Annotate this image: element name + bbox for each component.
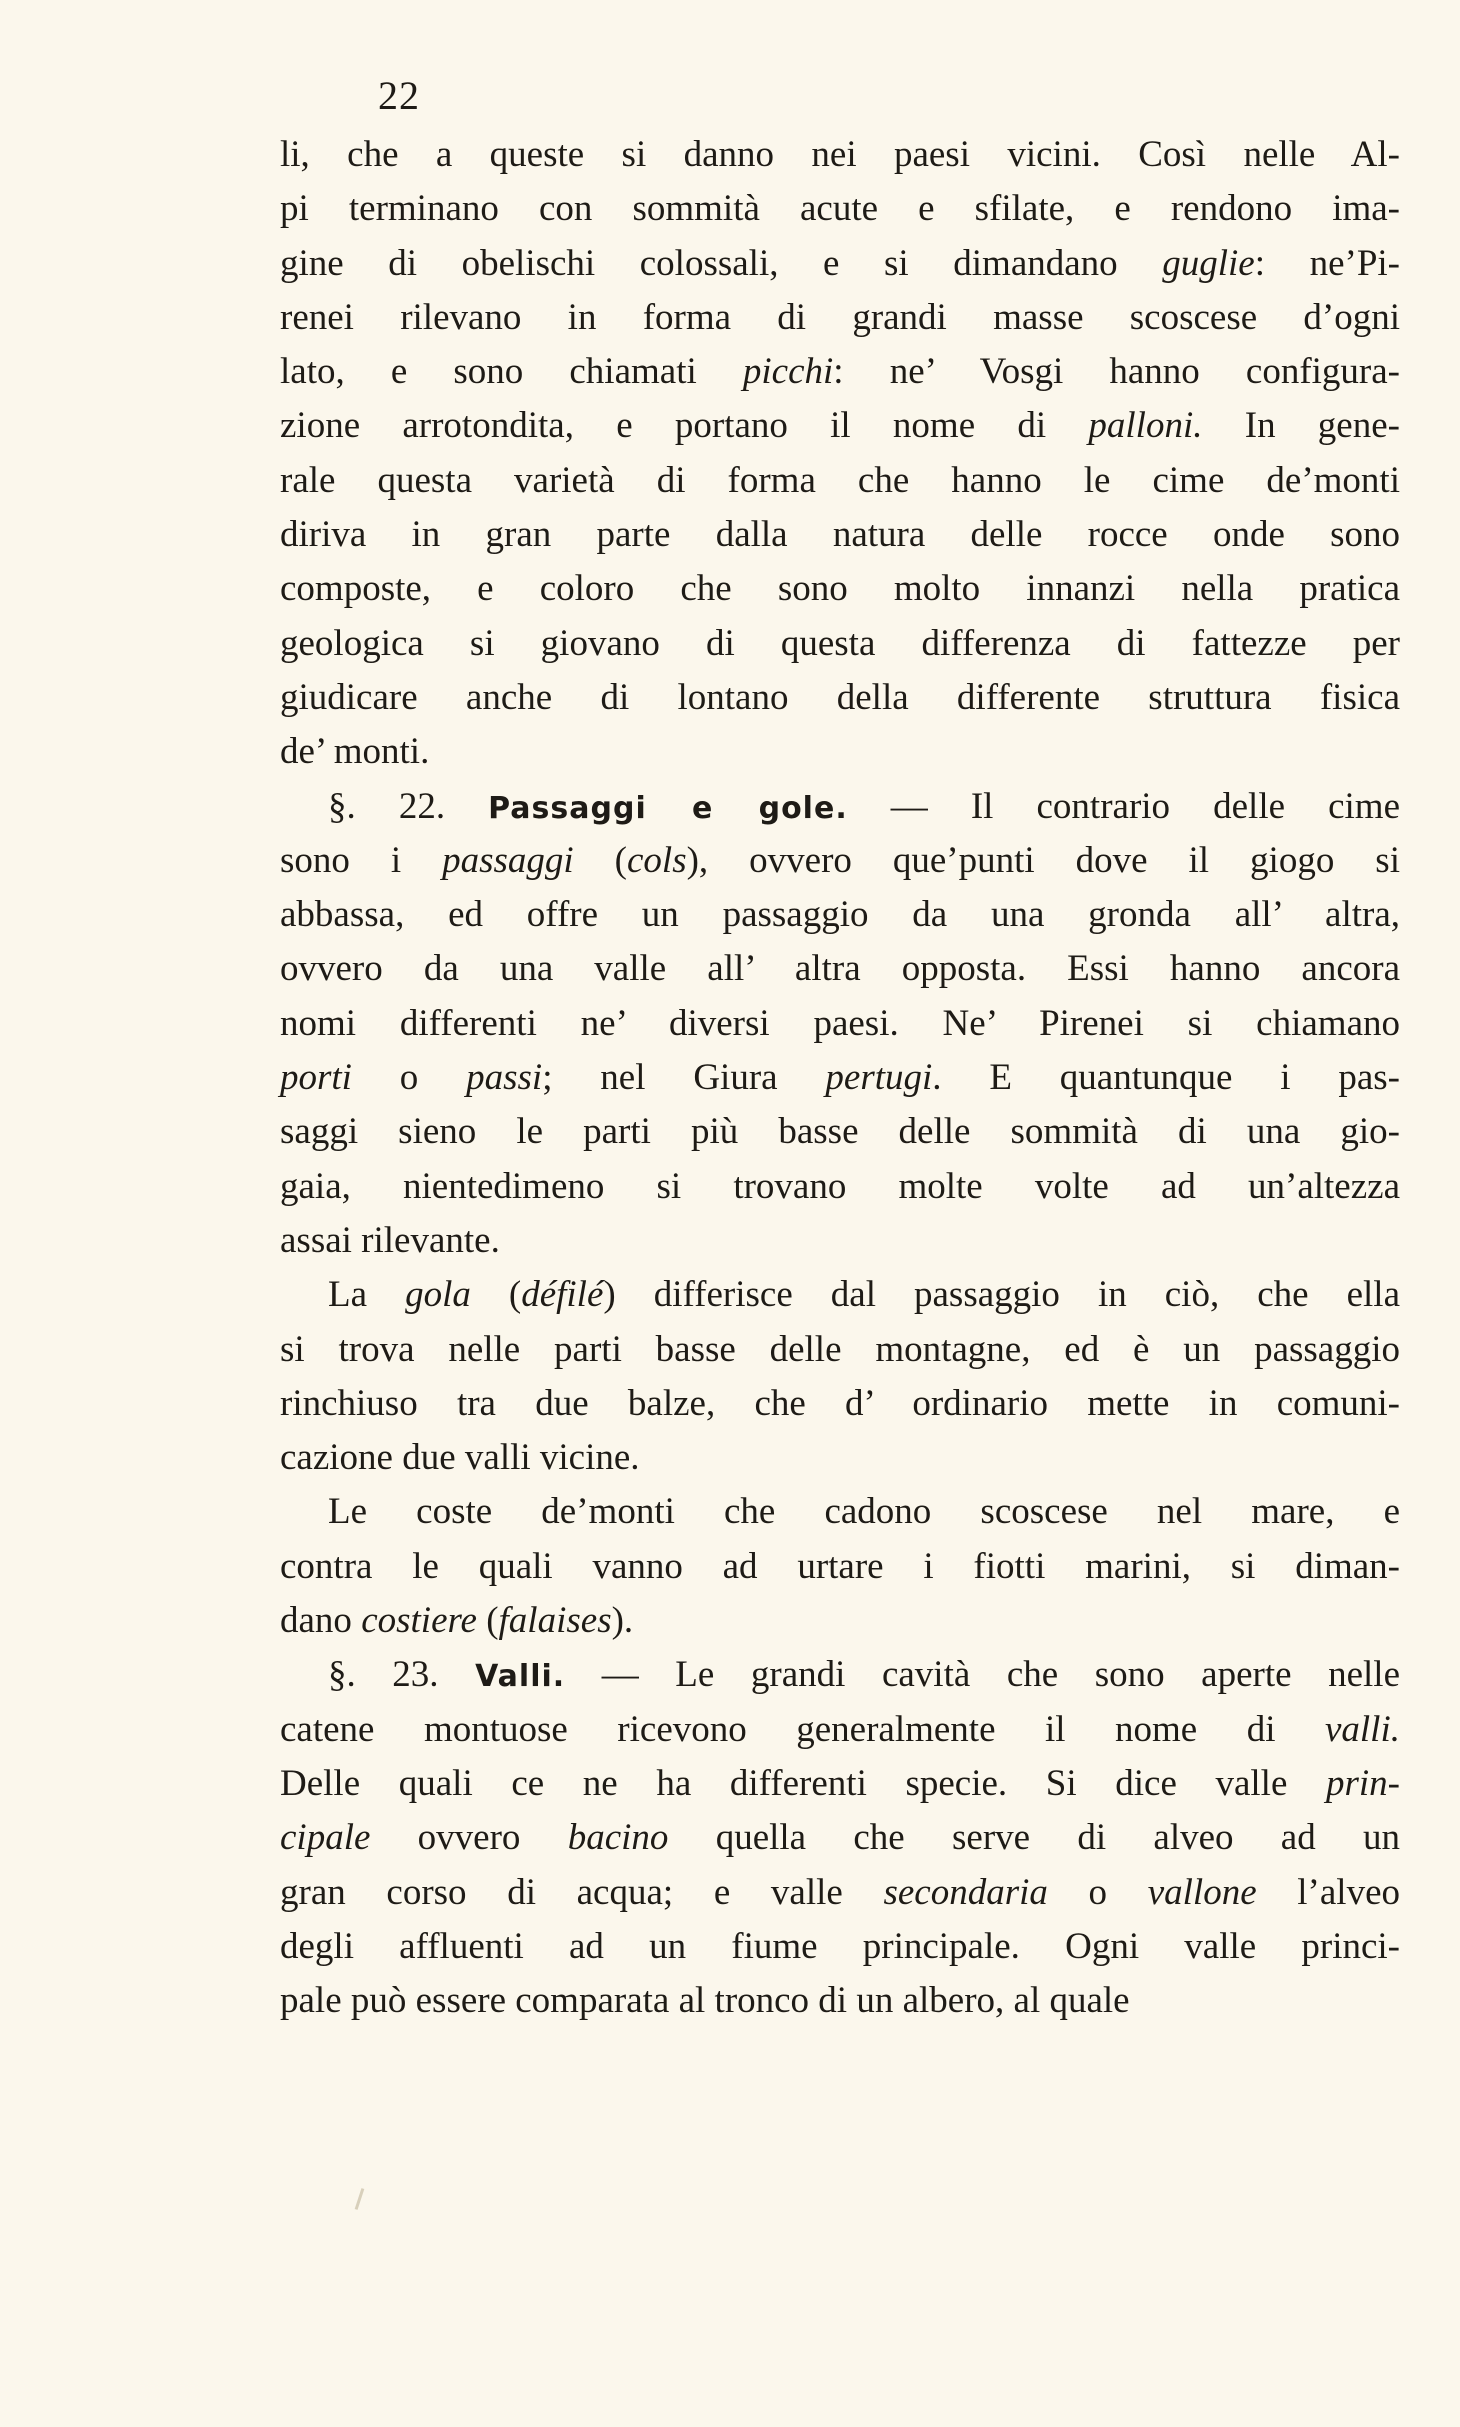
italic-term: costiere xyxy=(361,1600,477,1642)
text-run: — Il contrario delle cime xyxy=(847,785,1400,827)
italic-term: palloni. xyxy=(1088,405,1203,447)
text-run: dano xyxy=(280,1600,362,1642)
text-run: Delle quali ce ne ha differenti specie. Si dice valle xyxy=(280,1762,1326,1804)
text-run: ( xyxy=(573,839,627,881)
text-run: abbassa, ed offre un passaggio da una gronda all’ altra, xyxy=(280,894,1400,936)
text-line xyxy=(280,508,1400,562)
text-run: diriva in gran parte dalla natura delle rocce onde sono xyxy=(280,514,1400,556)
text-run: l’alveo xyxy=(1256,1871,1401,1913)
italic-term: cols xyxy=(627,839,687,881)
text-line xyxy=(280,345,1400,399)
text-line xyxy=(280,1811,1400,1865)
text-run: lato, e sono chiamati xyxy=(280,351,743,393)
italic-term: guglie xyxy=(1162,242,1255,284)
text-line xyxy=(280,454,1400,508)
text-run: rinchiuso tra due balze, che d’ ordinario mette in comuni- xyxy=(280,1382,1400,1424)
text-line xyxy=(280,1105,1400,1159)
italic-term: cipale xyxy=(280,1817,371,1859)
text-line xyxy=(280,291,1400,345)
text-run: pi terminano con sommità acute e sfilate, e rendono ima- xyxy=(280,188,1400,230)
text-run: . E quantunque i pas- xyxy=(932,1057,1400,1099)
text-run: sono i xyxy=(280,839,443,881)
text-run: — Le grandi cavità che sono aperte nelle xyxy=(565,1654,1401,1696)
italic-term: passi xyxy=(466,1057,543,1099)
section-heading: Valli. xyxy=(475,1659,566,1695)
text-line xyxy=(280,1974,1400,2028)
text-line xyxy=(280,671,1400,725)
text-run: La xyxy=(328,1274,406,1316)
italic-term: falaises xyxy=(498,1600,612,1642)
text-run: contra le quali vanno ad urtare i fiotti marini, si diman- xyxy=(280,1545,1400,1587)
text-line xyxy=(280,617,1400,671)
text-run: li, che a queste si danno nei paesi vicini. Così nelle Al- xyxy=(280,134,1400,175)
text-run: ovvero xyxy=(370,1817,568,1859)
text-run: ; nel Giura xyxy=(542,1057,826,1099)
italic-term: gola xyxy=(405,1274,471,1316)
text-run: o xyxy=(351,1057,467,1099)
text-run: gine di obelischi colossali, e si dimandano xyxy=(280,242,1163,284)
page-number: 22 xyxy=(378,73,420,118)
text-line xyxy=(280,834,1400,888)
text-run: o xyxy=(1047,1871,1148,1913)
text-line xyxy=(280,1648,1400,1702)
text-run: si trova nelle parti basse delle montagne, ed è un passaggio xyxy=(280,1328,1400,1370)
text-run: quella che serve di alveo ad un xyxy=(668,1817,1401,1859)
text-run: In gene- xyxy=(1202,405,1400,447)
italic-term: vallone xyxy=(1147,1871,1257,1913)
text-run: ovvero da una valle all’ altra opposta. Essi hanno ancora xyxy=(280,948,1400,990)
text-line xyxy=(280,1866,1400,1920)
text-line xyxy=(280,1051,1400,1105)
text-line xyxy=(280,1160,1400,1214)
text-run: ( xyxy=(476,1600,499,1642)
text-run: gaia, nientedimeno si trovano molte volte ad un’altezza xyxy=(280,1165,1400,1207)
text-run: zione arrotondita, e portano il nome di xyxy=(280,405,1089,447)
italic-term: pertugi xyxy=(825,1057,933,1099)
text-line xyxy=(280,1323,1400,1377)
text-line xyxy=(280,128,1400,182)
text-run: ), ovvero que’punti dove il giogo si xyxy=(686,839,1400,881)
paper-mark xyxy=(355,2188,365,2210)
text-line xyxy=(280,237,1400,291)
text-line xyxy=(280,562,1400,616)
text-run: assai rilevante. xyxy=(280,1219,500,1261)
text-line xyxy=(280,1214,1400,1268)
text-line xyxy=(280,997,1400,1051)
text-run: saggi sieno le parti più basse delle sommità di una gio- xyxy=(280,1111,1400,1153)
text-run: : ne’Pi- xyxy=(1254,242,1400,284)
text-run: geologica si giovano di questa differenza di fattezze per xyxy=(280,622,1400,664)
text-run: pale può essere comparata al tronco di un albero, al quale xyxy=(280,1980,1130,2022)
text-line xyxy=(280,725,1400,779)
text-line xyxy=(280,1703,1400,1757)
italic-term: porti xyxy=(280,1057,352,1099)
text-run: degli affluenti ad un fiume principale. Ogni valle princi- xyxy=(280,1925,1400,1967)
text-line xyxy=(280,1268,1400,1322)
text-run: nomi differenti ne’ diversi paesi. Ne’ Pirenei si chiamano xyxy=(280,1002,1400,1044)
italic-term: bacino xyxy=(567,1817,669,1859)
text-run: catene montuose ricevono generalmente il nome di xyxy=(280,1708,1325,1750)
text-line xyxy=(280,1431,1400,1485)
italic-term: défilé xyxy=(521,1274,604,1316)
text-run: gran corso di acqua; e valle xyxy=(280,1871,884,1913)
text-run: cazione due valli vicine. xyxy=(280,1437,640,1479)
text-run: §. 22. xyxy=(328,785,489,827)
text-run: rale questa varietà di forma che hanno le cime de’monti xyxy=(280,459,1400,501)
text-line xyxy=(280,780,1400,834)
text-line xyxy=(280,1540,1400,1594)
body-text xyxy=(280,128,1400,2028)
text-run: : ne’ Vosgi hanno configura- xyxy=(833,351,1400,393)
text-line xyxy=(280,1594,1400,1648)
text-line xyxy=(280,942,1400,996)
text-run: renei rilevano in forma di grandi masse scoscese d’ogni xyxy=(280,296,1400,338)
text-line xyxy=(280,1757,1400,1811)
text-run: ( xyxy=(470,1274,522,1316)
text-run: giudicare anche di lontano della differente struttura fisica xyxy=(280,676,1400,718)
text-run: ). xyxy=(611,1600,634,1642)
text-run: composte, e coloro che sono molto innanzi nella pratica xyxy=(280,568,1400,610)
italic-term: valli. xyxy=(1324,1708,1400,1750)
text-line xyxy=(280,1485,1400,1539)
italic-term: passaggi xyxy=(442,839,574,881)
text-run: ) differisce dal passaggio in ciò, che ella xyxy=(603,1274,1401,1316)
text-line xyxy=(280,1377,1400,1431)
italic-term: secondaria xyxy=(883,1871,1048,1913)
text-line xyxy=(280,1920,1400,1974)
text-run: Le coste de’monti che cadono scoscese nel mare, e xyxy=(328,1491,1400,1533)
text-run: de’ monti. xyxy=(280,731,430,773)
italic-term: prin- xyxy=(1326,1762,1400,1804)
text-run: §. 23. xyxy=(328,1654,476,1696)
text-line xyxy=(280,399,1400,453)
text-line xyxy=(280,888,1400,942)
italic-term: picchi xyxy=(742,351,834,393)
text-line xyxy=(280,182,1400,236)
section-heading: Passaggi e gole. xyxy=(488,790,848,826)
